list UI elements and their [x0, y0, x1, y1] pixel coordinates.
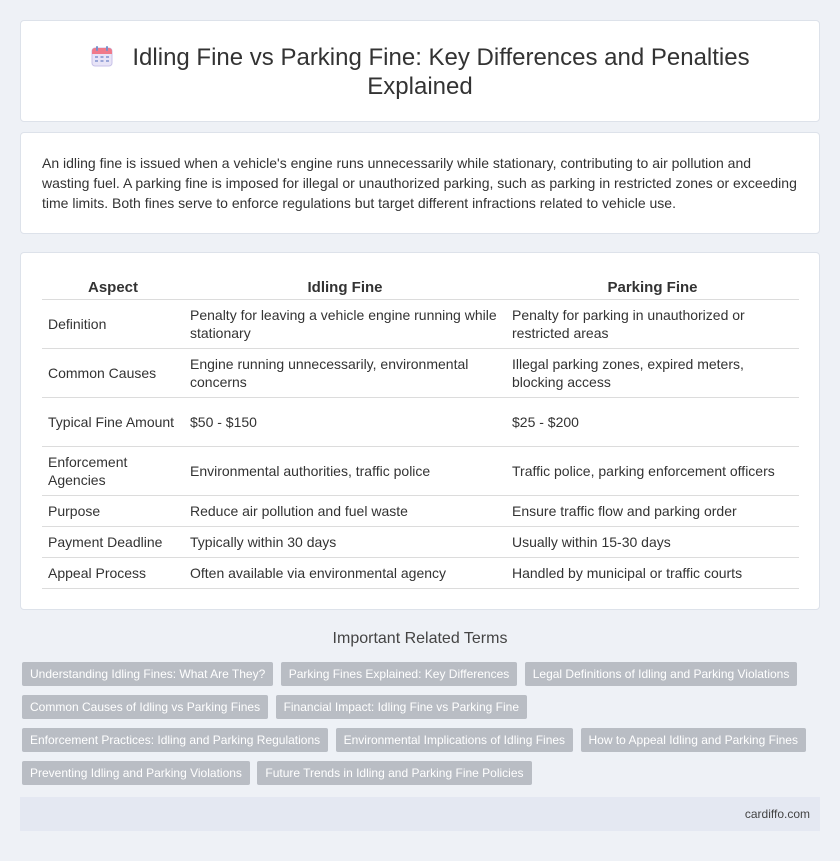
header-aspect: Aspect: [42, 275, 184, 300]
related-terms-title: Important Related Terms: [332, 630, 508, 647]
calendar-icon: [90, 44, 114, 68]
cell-parking: Ensure traffic flow and parking order: [506, 496, 799, 527]
cell-idling: Penalty for leaving a vehicle engine running while stationary: [184, 300, 506, 349]
related-term-tag[interactable]: Future Trends in Idling and Parking Fine Policies: [257, 761, 531, 785]
header-parking-fine: Parking Fine: [506, 275, 799, 300]
cell-idling: Often available via environmental agency: [184, 558, 506, 589]
table-row: [42, 447, 799, 496]
cell-idling: $50 - $150: [184, 398, 506, 447]
cell-idling: Reduce air pollution and fuel waste: [184, 496, 506, 527]
related-term-tag[interactable]: Parking Fines Explained: Key Differences: [281, 662, 518, 686]
cell-aspect: Payment Deadline: [42, 527, 184, 558]
title-line-1: Idling Fine vs Parking Fine: Key Differences and Penalties: [132, 44, 750, 71]
related-term-tag[interactable]: Common Causes of Idling vs Parking Fines: [22, 695, 268, 719]
related-term-tag[interactable]: Legal Definitions of Idling and Parking Violations: [525, 662, 798, 686]
title-card: [20, 20, 820, 122]
related-term-tag[interactable]: How to Appeal Idling and Parking Fines: [581, 728, 806, 752]
cell-aspect: Typical Fine Amount: [42, 398, 184, 447]
cell-parking: $25 - $200: [506, 398, 799, 447]
related-term-tag[interactable]: Enforcement Practices: Idling and Parking Regulations: [22, 728, 328, 752]
table-header-row: [42, 275, 799, 300]
intro-card: [20, 132, 820, 234]
page-title: [21, 43, 819, 101]
cell-parking: Illegal parking zones, expired meters, blocking access: [506, 349, 799, 398]
table-row: [42, 349, 799, 398]
table-row: [42, 300, 799, 349]
cell-aspect: Common Causes: [42, 349, 184, 398]
cell-idling: Engine running unnecessarily, environmental concerns: [184, 349, 506, 398]
footer: [20, 797, 820, 831]
cell-aspect: Definition: [42, 300, 184, 349]
cell-aspect: Purpose: [42, 496, 184, 527]
title-line-2: Explained: [367, 73, 473, 100]
related-term-tag[interactable]: Environmental Implications of Idling Fines: [336, 728, 573, 752]
cell-parking: Handled by municipal or traffic courts: [506, 558, 799, 589]
table-row: [42, 527, 799, 558]
comparison-table: [42, 275, 799, 589]
header-idling-fine: Idling Fine: [184, 275, 506, 300]
cell-parking: Penalty for parking in unauthorized or restricted areas: [506, 300, 799, 349]
cell-aspect: Enforcement Agencies: [42, 447, 184, 496]
table-row: [42, 558, 799, 589]
footer-site-link[interactable]: cardiffo.com: [744, 807, 810, 821]
cell-idling: Environmental authorities, traffic police: [184, 447, 506, 496]
related-terms-list: [22, 662, 822, 794]
cell-parking: Traffic police, parking enforcement officers: [506, 447, 799, 496]
comparison-card: [20, 252, 820, 610]
cell-aspect: Appeal Process: [42, 558, 184, 589]
cell-idling: Typically within 30 days: [184, 527, 506, 558]
table-row: [42, 398, 799, 447]
table-row: [42, 496, 799, 527]
related-term-tag[interactable]: Understanding Idling Fines: What Are They?: [22, 662, 273, 686]
related-term-tag[interactable]: Financial Impact: Idling Fine vs Parking Fine: [276, 695, 527, 719]
related-term-tag[interactable]: Preventing Idling and Parking Violations: [22, 761, 250, 785]
intro-paragraph: An idling fine is issued when a vehicle's engine runs unnecessarily while stationary, contributing to air pollution and wasting fuel. A parking fine is imposed for illegal or unauthorized parking, such as parking in restricted zones or exceeding time limits. Both fines serve to enforce regulations but target different infractions related to vehicle use.: [42, 155, 797, 211]
cell-parking: Usually within 15-30 days: [506, 527, 799, 558]
